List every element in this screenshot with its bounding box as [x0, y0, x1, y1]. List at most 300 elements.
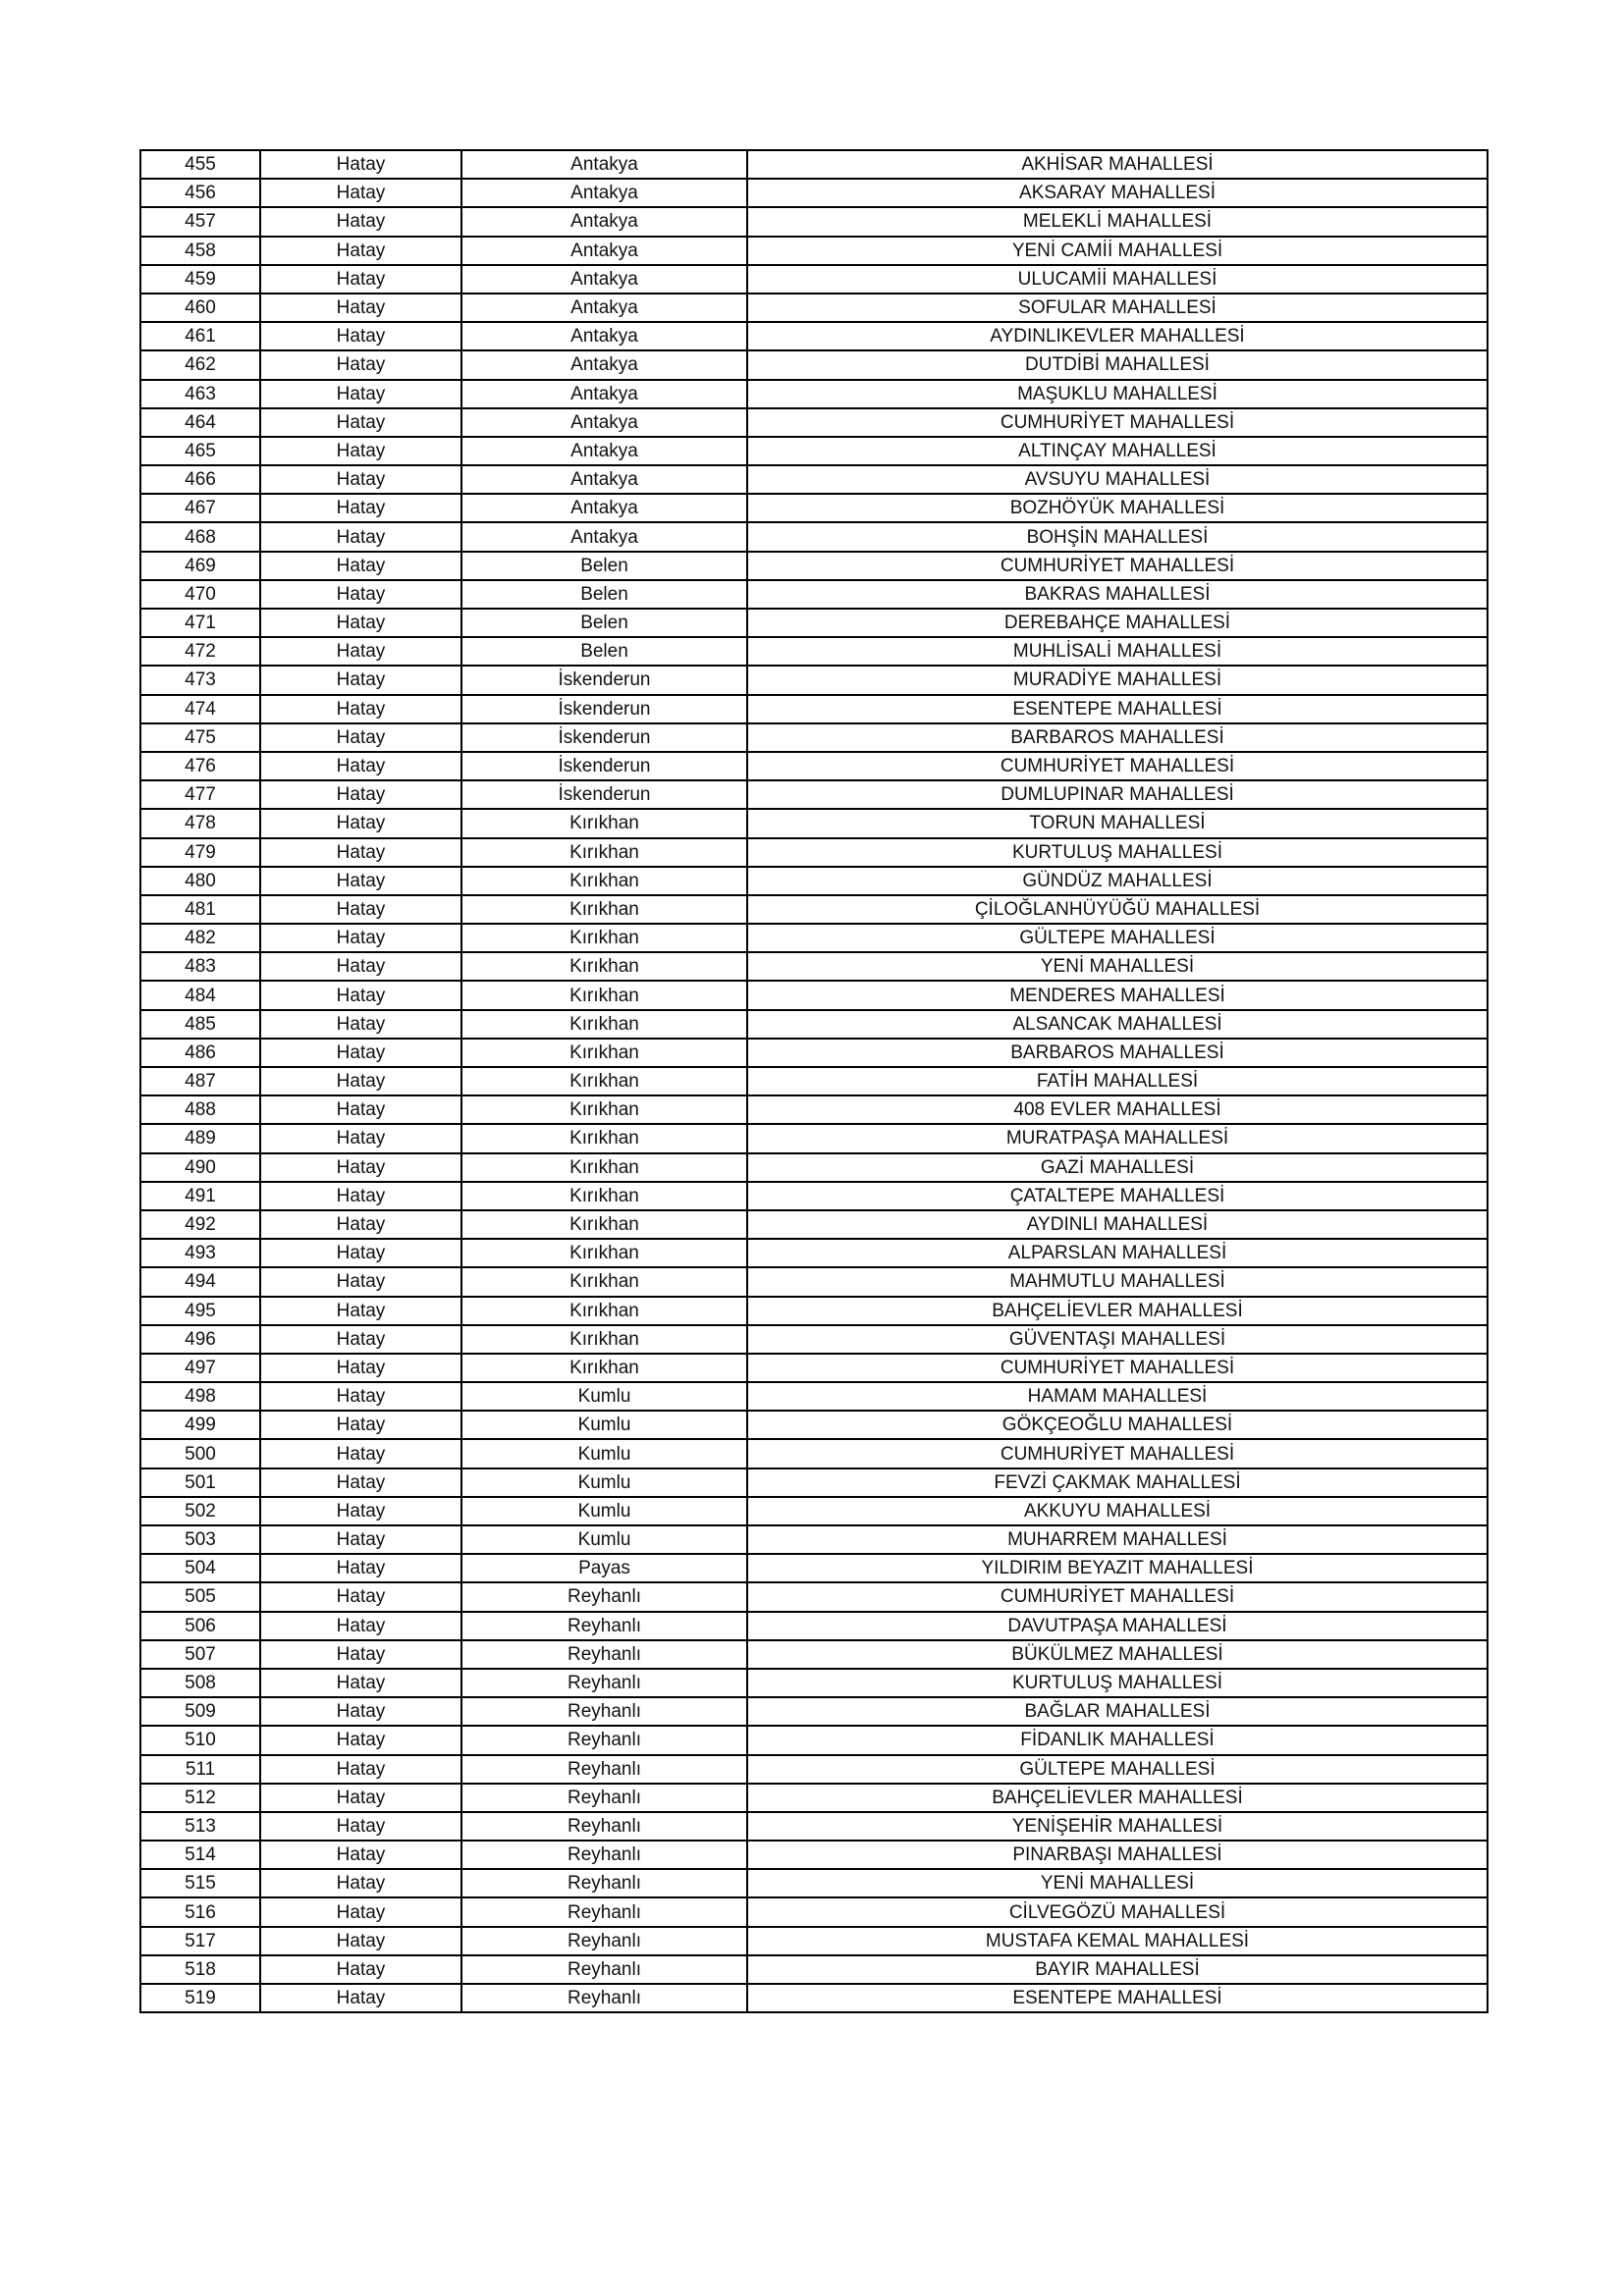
province-cell: Hatay: [260, 666, 461, 694]
district-cell: Kumlu: [461, 1411, 747, 1439]
table-row: [140, 1841, 1488, 1869]
district-cell: Antakya: [461, 265, 747, 294]
district-cell: Reyhanlı: [461, 1669, 747, 1697]
province-cell: Hatay: [260, 695, 461, 723]
district-cell: Kırıkhan: [461, 1067, 747, 1095]
province-cell: Hatay: [260, 1010, 461, 1039]
district-cell: Reyhanlı: [461, 1841, 747, 1869]
table-row: [140, 780, 1488, 809]
district-cell: Kırıkhan: [461, 1210, 747, 1239]
table-row: [140, 1612, 1488, 1640]
row-number-cell: 511: [140, 1755, 260, 1784]
neighborhood-cell: MUHLİSALİ MAHALLESİ: [747, 637, 1488, 666]
neighborhood-cell: AKSARAY MAHALLESİ: [747, 179, 1488, 207]
neighborhood-cell: BAKRAS MAHALLESİ: [747, 580, 1488, 609]
province-cell: Hatay: [260, 1640, 461, 1669]
neighborhood-cell: MELEKLİ MAHALLESİ: [747, 207, 1488, 236]
district-cell: Antakya: [461, 437, 747, 465]
province-cell: Hatay: [260, 924, 461, 952]
province-cell: Hatay: [260, 1325, 461, 1354]
province-cell: Hatay: [260, 867, 461, 895]
neighborhood-cell: BAHÇELİEVLER MAHALLESİ: [747, 1784, 1488, 1812]
district-cell: Belen: [461, 637, 747, 666]
neighborhood-cell: MAHMUTLU MAHALLESİ: [747, 1267, 1488, 1296]
row-number-cell: 501: [140, 1468, 260, 1497]
neighborhood-cell: FEVZİ ÇAKMAK MAHALLESİ: [747, 1468, 1488, 1497]
table-row: [140, 1927, 1488, 1955]
district-cell: Antakya: [461, 322, 747, 350]
row-number-cell: 507: [140, 1640, 260, 1669]
province-cell: Hatay: [260, 1124, 461, 1152]
row-number-cell: 514: [140, 1841, 260, 1869]
district-cell: Reyhanlı: [461, 1927, 747, 1955]
row-number-cell: 455: [140, 150, 260, 179]
neighborhood-cell: YENİ CAMİİ MAHALLESİ: [747, 237, 1488, 265]
table-row: [140, 408, 1488, 437]
table-row: [140, 1267, 1488, 1296]
neighborhood-cell: BAHÇELİEVLER MAHALLESİ: [747, 1297, 1488, 1325]
district-cell: İskenderun: [461, 695, 747, 723]
province-cell: Hatay: [260, 1439, 461, 1468]
table-row: [140, 1095, 1488, 1124]
row-number-cell: 516: [140, 1897, 260, 1926]
neighborhood-cell: FATİH MAHALLESİ: [747, 1067, 1488, 1095]
row-number-cell: 459: [140, 265, 260, 294]
province-cell: Hatay: [260, 1497, 461, 1525]
district-cell: Kırıkhan: [461, 1325, 747, 1354]
row-number-cell: 497: [140, 1354, 260, 1382]
province-cell: Hatay: [260, 150, 461, 179]
neighborhood-cell: CUMHURİYET MAHALLESİ: [747, 1439, 1488, 1468]
row-number-cell: 464: [140, 408, 260, 437]
table-row: [140, 1468, 1488, 1497]
province-cell: Hatay: [260, 981, 461, 1009]
table-row: [140, 322, 1488, 350]
neighborhood-cell: KURTULUŞ MAHALLESİ: [747, 838, 1488, 867]
neighborhood-cell: MURADİYE MAHALLESİ: [747, 666, 1488, 694]
table-row: [140, 1812, 1488, 1841]
neighborhood-cell: CUMHURİYET MAHALLESİ: [747, 752, 1488, 780]
table-row: [140, 1210, 1488, 1239]
neighborhood-cell: ULUCAMİİ MAHALLESİ: [747, 265, 1488, 294]
row-number-cell: 512: [140, 1784, 260, 1812]
province-cell: Hatay: [260, 637, 461, 666]
neighborhood-cell: BAYIR MAHALLESİ: [747, 1955, 1488, 1984]
neighborhood-cell: ÇİLOĞLANHÜYÜĞÜ MAHALLESİ: [747, 895, 1488, 924]
table-row: [140, 1755, 1488, 1784]
neighborhood-cell: GÜNDÜZ MAHALLESİ: [747, 867, 1488, 895]
district-cell: Antakya: [461, 522, 747, 551]
row-number-cell: 490: [140, 1153, 260, 1182]
district-cell: Kumlu: [461, 1468, 747, 1497]
district-cell: Kırıkhan: [461, 1297, 747, 1325]
neighborhood-cell: AKHİSAR MAHALLESİ: [747, 150, 1488, 179]
province-cell: Hatay: [260, 1468, 461, 1497]
row-number-cell: 460: [140, 294, 260, 322]
table-row: [140, 637, 1488, 666]
row-number-cell: 479: [140, 838, 260, 867]
table-row: [140, 838, 1488, 867]
row-number-cell: 500: [140, 1439, 260, 1468]
province-cell: Hatay: [260, 1182, 461, 1210]
neighborhood-cell: ALPARSLAN MAHALLESİ: [747, 1239, 1488, 1267]
table-row: [140, 609, 1488, 637]
province-cell: Hatay: [260, 465, 461, 494]
district-cell: Belen: [461, 580, 747, 609]
neighborhood-cell: GÖKÇEOĞLU MAHALLESİ: [747, 1411, 1488, 1439]
table-row: [140, 1984, 1488, 2012]
table-row: [140, 1354, 1488, 1382]
province-cell: Hatay: [260, 1354, 461, 1382]
district-cell: Kırıkhan: [461, 1239, 747, 1267]
district-cell: Kırıkhan: [461, 895, 747, 924]
province-cell: Hatay: [260, 1239, 461, 1267]
neighborhood-cell: YENİ MAHALLESİ: [747, 952, 1488, 981]
table-row: [140, 1554, 1488, 1582]
neighborhood-cell: DAVUTPAŞA MAHALLESİ: [747, 1612, 1488, 1640]
district-cell: Reyhanlı: [461, 1869, 747, 1897]
neighborhood-cell: BAĞLAR MAHALLESİ: [747, 1697, 1488, 1726]
province-cell: Hatay: [260, 322, 461, 350]
district-cell: Kırıkhan: [461, 867, 747, 895]
neighborhood-cell: AYDINLIKEVLER MAHALLESİ: [747, 322, 1488, 350]
neighborhood-cell: CUMHURİYET MAHALLESİ: [747, 408, 1488, 437]
district-cell: Antakya: [461, 380, 747, 408]
row-number-cell: 505: [140, 1582, 260, 1611]
district-cell: Reyhanlı: [461, 1582, 747, 1611]
row-number-cell: 485: [140, 1010, 260, 1039]
province-cell: Hatay: [260, 1297, 461, 1325]
province-cell: Hatay: [260, 723, 461, 752]
row-number-cell: 502: [140, 1497, 260, 1525]
province-cell: Hatay: [260, 494, 461, 522]
district-cell: Kırıkhan: [461, 1182, 747, 1210]
district-cell: Kırıkhan: [461, 1010, 747, 1039]
neighborhood-cell: MURATPAŞA MAHALLESİ: [747, 1124, 1488, 1152]
row-number-cell: 493: [140, 1239, 260, 1267]
row-number-cell: 498: [140, 1382, 260, 1411]
district-cell: Antakya: [461, 294, 747, 322]
neighborhood-cell: DEREBAHÇE MAHALLESİ: [747, 609, 1488, 637]
province-cell: Hatay: [260, 1525, 461, 1554]
neighborhood-cell: PINARBAŞI MAHALLESİ: [747, 1841, 1488, 1869]
row-number-cell: 471: [140, 609, 260, 637]
table-row: [140, 1411, 1488, 1439]
row-number-cell: 482: [140, 924, 260, 952]
province-cell: Hatay: [260, 1726, 461, 1754]
neighborhood-cell: KURTULUŞ MAHALLESİ: [747, 1669, 1488, 1697]
row-number-cell: 473: [140, 666, 260, 694]
table-row: [140, 1869, 1488, 1897]
district-cell: Kırıkhan: [461, 924, 747, 952]
province-cell: Hatay: [260, 580, 461, 609]
district-cell: Kırıkhan: [461, 1354, 747, 1382]
district-cell: Kırıkhan: [461, 981, 747, 1009]
district-cell: Kırıkhan: [461, 838, 747, 867]
province-cell: Hatay: [260, 1554, 461, 1582]
neighborhood-cell: GAZİ MAHALLESİ: [747, 1153, 1488, 1182]
province-cell: Hatay: [260, 1267, 461, 1296]
province-cell: Hatay: [260, 1067, 461, 1095]
neighborhood-cell: AYDINLI MAHALLESİ: [747, 1210, 1488, 1239]
table-row: [140, 1325, 1488, 1354]
province-cell: Hatay: [260, 1039, 461, 1067]
neighborhood-cell: DUMLUPINAR MAHALLESİ: [747, 780, 1488, 809]
table-row: [140, 1525, 1488, 1554]
province-cell: Hatay: [260, 1984, 461, 2012]
table-body: [140, 150, 1488, 2012]
row-number-cell: 518: [140, 1955, 260, 1984]
table-row: [140, 437, 1488, 465]
district-cell: Antakya: [461, 465, 747, 494]
neighborhood-cell: GÜLTEPE MAHALLESİ: [747, 1755, 1488, 1784]
province-cell: Hatay: [260, 895, 461, 924]
province-cell: Hatay: [260, 1784, 461, 1812]
neighborhood-cell: ALTINÇAY MAHALLESİ: [747, 437, 1488, 465]
district-cell: Belen: [461, 552, 747, 580]
district-cell: Reyhanlı: [461, 1726, 747, 1754]
neighborhood-cell: GÜLTEPE MAHALLESİ: [747, 924, 1488, 952]
table-row: [140, 695, 1488, 723]
table-row: [140, 666, 1488, 694]
province-cell: Hatay: [260, 1697, 461, 1726]
province-cell: Hatay: [260, 207, 461, 236]
row-number-cell: 467: [140, 494, 260, 522]
table-row: [140, 1582, 1488, 1611]
row-number-cell: 491: [140, 1182, 260, 1210]
province-cell: Hatay: [260, 1897, 461, 1926]
district-cell: Antakya: [461, 237, 747, 265]
province-cell: Hatay: [260, 1755, 461, 1784]
district-cell: Kırıkhan: [461, 809, 747, 837]
province-cell: Hatay: [260, 609, 461, 637]
row-number-cell: 457: [140, 207, 260, 236]
province-cell: Hatay: [260, 1955, 461, 1984]
province-cell: Hatay: [260, 1411, 461, 1439]
table-row: [140, 207, 1488, 236]
district-cell: Kumlu: [461, 1497, 747, 1525]
row-number-cell: 463: [140, 380, 260, 408]
table-row: [140, 1124, 1488, 1152]
province-cell: Hatay: [260, 237, 461, 265]
province-cell: Hatay: [260, 1612, 461, 1640]
table-row: [140, 1697, 1488, 1726]
district-cell: Kırıkhan: [461, 1267, 747, 1296]
table-row: [140, 380, 1488, 408]
row-number-cell: 481: [140, 895, 260, 924]
neighborhood-cell: BOHŞİN MAHALLESİ: [747, 522, 1488, 551]
province-cell: Hatay: [260, 380, 461, 408]
neighborhood-cell: CİLVEGÖZÜ MAHALLESİ: [747, 1897, 1488, 1926]
province-cell: Hatay: [260, 1210, 461, 1239]
neighborhood-cell: YILDIRIM BEYAZIT MAHALLESİ: [747, 1554, 1488, 1582]
district-cell: Reyhanlı: [461, 1612, 747, 1640]
row-number-cell: 475: [140, 723, 260, 752]
province-cell: Hatay: [260, 1153, 461, 1182]
row-number-cell: 487: [140, 1067, 260, 1095]
table-row: [140, 179, 1488, 207]
table-row: [140, 1439, 1488, 1468]
table-row: [140, 294, 1488, 322]
table-row: [140, 580, 1488, 609]
neighborhood-cell: CUMHURİYET MAHALLESİ: [747, 1354, 1488, 1382]
neighborhood-cell: HAMAM MAHALLESİ: [747, 1382, 1488, 1411]
district-cell: Reyhanlı: [461, 1984, 747, 2012]
table-row: [140, 952, 1488, 981]
province-cell: Hatay: [260, 408, 461, 437]
district-cell: Kırıkhan: [461, 1095, 747, 1124]
row-number-cell: 496: [140, 1325, 260, 1354]
province-cell: Hatay: [260, 1582, 461, 1611]
neighborhood-cell: DUTDİBİ MAHALLESİ: [747, 350, 1488, 379]
neighborhood-cell: ESENTEPE MAHALLESİ: [747, 695, 1488, 723]
province-cell: Hatay: [260, 179, 461, 207]
table-row: [140, 1153, 1488, 1182]
table-row: [140, 1497, 1488, 1525]
district-cell: İskenderun: [461, 752, 747, 780]
table-row: [140, 1784, 1488, 1812]
district-cell: Antakya: [461, 350, 747, 379]
district-cell: Antakya: [461, 408, 747, 437]
row-number-cell: 466: [140, 465, 260, 494]
table-row: [140, 1897, 1488, 1926]
row-number-cell: 506: [140, 1612, 260, 1640]
province-cell: Hatay: [260, 809, 461, 837]
district-cell: Kırıkhan: [461, 952, 747, 981]
row-number-cell: 469: [140, 552, 260, 580]
row-number-cell: 472: [140, 637, 260, 666]
table-row: [140, 981, 1488, 1009]
table-row: [140, 723, 1488, 752]
province-cell: Hatay: [260, 1927, 461, 1955]
table-row: [140, 1955, 1488, 1984]
table-row: [140, 1726, 1488, 1754]
district-cell: Antakya: [461, 494, 747, 522]
province-cell: Hatay: [260, 752, 461, 780]
district-cell: Kumlu: [461, 1382, 747, 1411]
table-row: [140, 809, 1488, 837]
province-cell: Hatay: [260, 350, 461, 379]
row-number-cell: 519: [140, 1984, 260, 2012]
table-row: [140, 1067, 1488, 1095]
table-row: [140, 752, 1488, 780]
province-cell: Hatay: [260, 1382, 461, 1411]
neighborhood-cell: FİDANLIK MAHALLESİ: [747, 1726, 1488, 1754]
district-cell: Payas: [461, 1554, 747, 1582]
province-cell: Hatay: [260, 437, 461, 465]
row-number-cell: 503: [140, 1525, 260, 1554]
province-cell: Hatay: [260, 838, 461, 867]
district-cell: Reyhanlı: [461, 1697, 747, 1726]
province-cell: Hatay: [260, 780, 461, 809]
neighborhood-cell: ESENTEPE MAHALLESİ: [747, 1984, 1488, 2012]
neighborhood-cell: AKKUYU MAHALLESİ: [747, 1497, 1488, 1525]
row-number-cell: 504: [140, 1554, 260, 1582]
row-number-cell: 480: [140, 867, 260, 895]
neighborhood-cell: CUMHURİYET MAHALLESİ: [747, 1582, 1488, 1611]
neighborhood-cell: YENİŞEHİR MAHALLESİ: [747, 1812, 1488, 1841]
row-number-cell: 494: [140, 1267, 260, 1296]
province-cell: Hatay: [260, 1095, 461, 1124]
row-number-cell: 515: [140, 1869, 260, 1897]
province-cell: Hatay: [260, 1841, 461, 1869]
neighborhood-cell: GÜVENTAŞI MAHALLESİ: [747, 1325, 1488, 1354]
row-number-cell: 476: [140, 752, 260, 780]
table-row: [140, 265, 1488, 294]
row-number-cell: 461: [140, 322, 260, 350]
neighborhood-cell: TORUN MAHALLESİ: [747, 809, 1488, 837]
province-cell: Hatay: [260, 294, 461, 322]
neighborhood-cell: ALSANCAK MAHALLESİ: [747, 1010, 1488, 1039]
district-cell: Kırıkhan: [461, 1153, 747, 1182]
neighborhood-cell: YENİ MAHALLESİ: [747, 1869, 1488, 1897]
neighborhood-cell: MAŞUKLU MAHALLESİ: [747, 380, 1488, 408]
province-cell: Hatay: [260, 1669, 461, 1697]
table-row: [140, 494, 1488, 522]
district-cell: Reyhanlı: [461, 1955, 747, 1984]
row-number-cell: 483: [140, 952, 260, 981]
row-number-cell: 517: [140, 1927, 260, 1955]
row-number-cell: 508: [140, 1669, 260, 1697]
province-cell: Hatay: [260, 952, 461, 981]
row-number-cell: 492: [140, 1210, 260, 1239]
row-number-cell: 456: [140, 179, 260, 207]
district-cell: Kırıkhan: [461, 1039, 747, 1067]
row-number-cell: 513: [140, 1812, 260, 1841]
table-row: [140, 1297, 1488, 1325]
neighborhood-cell: 408 EVLER MAHALLESİ: [747, 1095, 1488, 1124]
table-row: [140, 1669, 1488, 1697]
province-cell: Hatay: [260, 522, 461, 551]
district-cell: Reyhanlı: [461, 1640, 747, 1669]
table-row: [140, 465, 1488, 494]
row-number-cell: 489: [140, 1124, 260, 1152]
row-number-cell: 465: [140, 437, 260, 465]
table-row: [140, 1640, 1488, 1669]
district-cell: Reyhanlı: [461, 1784, 747, 1812]
table-row: [140, 1239, 1488, 1267]
row-number-cell: 470: [140, 580, 260, 609]
neighborhood-cell: BÜKÜLMEZ MAHALLESİ: [747, 1640, 1488, 1669]
neighborhood-cell: BARBAROS MAHALLESİ: [747, 723, 1488, 752]
district-cell: İskenderun: [461, 723, 747, 752]
district-cell: İskenderun: [461, 780, 747, 809]
district-cell: Antakya: [461, 179, 747, 207]
district-cell: Kırıkhan: [461, 1124, 747, 1152]
row-number-cell: 495: [140, 1297, 260, 1325]
district-cell: Antakya: [461, 150, 747, 179]
row-number-cell: 458: [140, 237, 260, 265]
table-row: [140, 1039, 1488, 1067]
neighborhood-cell: BOZHÖYÜK MAHALLESİ: [747, 494, 1488, 522]
district-cell: Kumlu: [461, 1439, 747, 1468]
neighborhood-cell: MUSTAFA KEMAL MAHALLESİ: [747, 1927, 1488, 1955]
neighborhood-cell: CUMHURİYET MAHALLESİ: [747, 552, 1488, 580]
table-row: [140, 522, 1488, 551]
table-row: [140, 924, 1488, 952]
neighborhood-table: [139, 149, 1488, 2013]
province-cell: Hatay: [260, 1869, 461, 1897]
district-cell: Belen: [461, 609, 747, 637]
table-row: [140, 1010, 1488, 1039]
row-number-cell: 477: [140, 780, 260, 809]
row-number-cell: 486: [140, 1039, 260, 1067]
province-cell: Hatay: [260, 265, 461, 294]
table-row: [140, 237, 1488, 265]
table-row: [140, 1182, 1488, 1210]
row-number-cell: 462: [140, 350, 260, 379]
row-number-cell: 478: [140, 809, 260, 837]
